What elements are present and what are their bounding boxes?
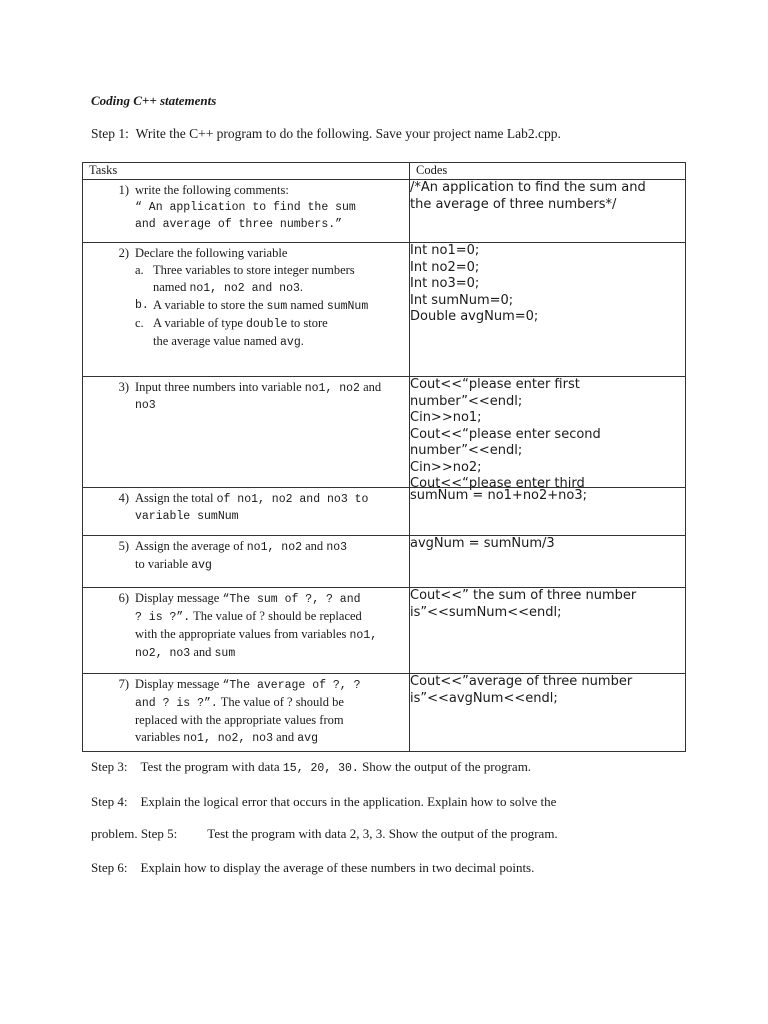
task-cell (83, 674, 410, 752)
code-cell (410, 488, 686, 536)
task-mono: and ? is ?”. (135, 697, 218, 710)
code-line: Cout<<” the sum of three number (410, 588, 637, 603)
task-number: 5) (118, 539, 129, 553)
task-text: A variable of type (153, 316, 247, 330)
task-text: A variable to store the (153, 298, 267, 312)
code-line: avgNum = sumNum/3 (410, 536, 555, 551)
task-mono: no1, no2 and no3 (189, 282, 300, 295)
task-mono: sum (214, 647, 236, 660)
task-text: and (359, 380, 382, 394)
sub-item-a: a. Three variables to store integer numbers named no1, no2 and no3. (135, 263, 355, 295)
task-text: named (287, 298, 327, 312)
table-row (83, 536, 686, 588)
step4-text: Explain the logical error that occurs in the application. Explain how to solve the (140, 794, 557, 809)
task-text: variables (135, 730, 184, 744)
sub-item-b (135, 297, 405, 315)
code-line: Cout<<“please enter first (410, 377, 580, 392)
task-number: 6) (118, 591, 129, 605)
task-number: 2) (118, 246, 129, 260)
task-number: 1) (118, 183, 129, 197)
task-line: Declare the following variable (135, 246, 288, 260)
sub-letter: a. (135, 263, 144, 277)
sub-letter: b. (135, 299, 149, 312)
code-line: is”<<sumNum<<endl; (410, 604, 562, 620)
step3-text: Test the program with data (140, 759, 283, 774)
code-cell (410, 536, 686, 588)
task-number: 4) (118, 491, 129, 505)
task-text: named (153, 280, 190, 294)
step1-label: Step 1: (91, 126, 129, 141)
task-number: 3) (118, 380, 129, 394)
document-title: Coding C++ statements (91, 93, 217, 108)
task-cell (83, 488, 410, 536)
task-text: the average value named (153, 334, 281, 348)
step3-text-end: Show the output of the program. (358, 759, 532, 774)
code-clip (410, 377, 685, 491)
task-mono: “The sum of ?, ? and (222, 593, 361, 606)
task-line: Three variables to store integer numbers (153, 263, 355, 277)
task-text: Display message (135, 677, 223, 691)
table-row (83, 243, 686, 377)
task-mono-line: “ An application to find the sum (135, 201, 356, 214)
table-row (83, 377, 686, 488)
task-mono: sumNum (326, 300, 369, 313)
codes-header: Codes (410, 163, 686, 180)
task-line: replaced with the appropriate values from (135, 713, 344, 727)
task-mono: ? is ?”. (135, 611, 191, 624)
task-line: write the following comments: (135, 183, 289, 197)
code-line: Double avgNum=0; (410, 309, 539, 324)
sub-item-c: c. A variable of type double to store the average value named avg. (135, 316, 328, 349)
tasks-codes-table (82, 162, 686, 752)
step3-label: Step 3: (91, 759, 128, 774)
task-text: Assign the total (135, 491, 217, 505)
task-text: to variable (135, 557, 192, 571)
code-cell (410, 243, 686, 377)
task-text: and (190, 645, 215, 659)
tasks-header: Tasks (83, 163, 410, 180)
task-mono: of no1, no2 and no3 to (216, 493, 369, 506)
task-mono: avg (280, 336, 301, 349)
step3-data: 15, 20, 30. (282, 762, 359, 775)
code-line: Cout<<“please enter second (410, 426, 601, 442)
sub-letter: c. (135, 316, 144, 330)
task-mono: no1, (349, 629, 378, 642)
code-line: is”<<avgNum<<endl; (410, 690, 558, 706)
code-cell (410, 588, 686, 674)
table-header-row (83, 163, 686, 180)
table-row (83, 674, 686, 752)
step1-paragraph (91, 126, 561, 142)
step3-paragraph (91, 759, 531, 775)
code-cell (410, 377, 686, 491)
step5-text: Test the program with data 2, 3, 3. Show the output of the program. (207, 826, 558, 841)
code-line: /*An application to find the sum and (410, 180, 646, 195)
task-mono-line: no3 (135, 399, 156, 412)
task-mono: no2, no3 (135, 647, 191, 660)
task-cell (83, 180, 410, 243)
task-cell (83, 536, 410, 588)
task-mono: no1, no2 (246, 541, 302, 554)
task-text: The value of ? should be replaced (190, 609, 362, 623)
table-row (83, 488, 686, 536)
step6-text: Explain how to display the average of these numbers in two decimal points. (140, 860, 535, 875)
task-mono: no1, no2, no3 (183, 732, 273, 745)
step1-text: Write the C++ program to do the following. Save your project name Lab2.cpp. (135, 126, 561, 141)
code-line: Int sumNum=0; (410, 292, 514, 308)
task-mono: “The average of ?, ? (222, 679, 361, 692)
task-mono: double (246, 318, 288, 331)
table-row (83, 180, 686, 243)
step5-paragraph (91, 826, 558, 842)
code-line: Cin>>no2; (410, 459, 482, 475)
code-line: Cout<<“please enter third (410, 476, 585, 491)
task-mono-line: variable sumNum (135, 510, 239, 523)
task-text: to store (287, 316, 328, 330)
task-mono: avg (297, 732, 318, 745)
code-line: number”<<endl; (410, 443, 523, 458)
code-line: Int no2=0; (410, 259, 480, 275)
step6-paragraph (91, 860, 534, 876)
table-row (83, 588, 686, 674)
task-number: 7) (118, 677, 129, 691)
code-line: sumNum = no1+no2+no3; (410, 488, 588, 503)
task-mono: avg (191, 559, 212, 572)
task-text: Display message (135, 591, 223, 605)
task-cell (83, 243, 410, 377)
task-text: and (272, 730, 298, 744)
task-cell (83, 377, 410, 488)
step4-label: Step 4: (91, 794, 128, 809)
task-text: The value of ? should be (217, 695, 344, 709)
task-mono-line: and average of three numbers.” (135, 218, 343, 231)
step6-label: Step 6: (91, 860, 128, 875)
code-cell (410, 180, 686, 243)
task-mono: no1, no2 (304, 382, 360, 395)
code-line: number”<<endl; (410, 393, 523, 409)
task-text: and (302, 539, 327, 553)
task-text: with the appropriate values from variables (135, 627, 350, 641)
step4-continuation: problem. Step 5: (91, 826, 178, 841)
code-line: Cout<<”average of three number (410, 674, 633, 689)
code-line: Cin>>no1; (410, 410, 482, 425)
step4-paragraph (91, 794, 556, 810)
code-cell (410, 674, 686, 752)
task-text: Input three numbers into variable (135, 380, 305, 394)
task-cell (83, 588, 410, 674)
code-line: Int no3=0; (410, 276, 480, 291)
task-mono: no3 (326, 541, 348, 554)
code-line: Int no1=0; (410, 243, 480, 258)
task-mono: sum (266, 300, 288, 313)
task-text: Assign the average of (135, 539, 247, 553)
code-line: the average of three numbers*/ (410, 196, 617, 212)
